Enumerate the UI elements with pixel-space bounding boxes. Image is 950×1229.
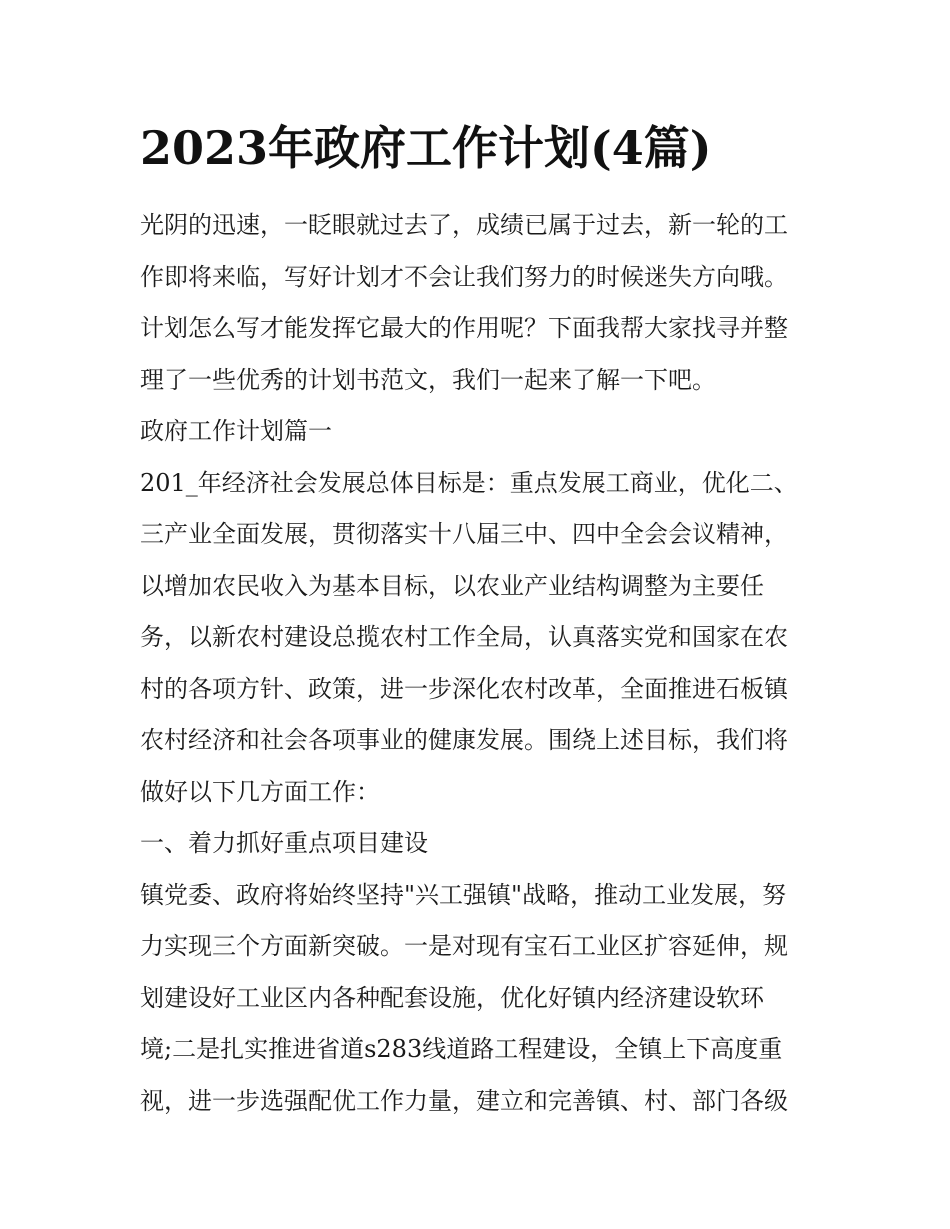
text-line: 理了一些优秀的计划书范文，我们一起来了解一下吧。	[140, 365, 716, 394]
text-line: 三产业全面发展，贯彻落实十八届三中、四中全会会议精神，	[140, 520, 788, 548]
text-line: 计划怎么写才能发挥它最大的作用呢？下面我帮大家找寻并整	[140, 314, 788, 342]
text-line: 村的各项方针、政策，进一步深化农村改革，全面推进石板镇	[140, 674, 788, 703]
subsection-heading: 一、着力抓好重点项目建设	[140, 829, 428, 857]
text-line: 201_年经济社会发展总体目标是：重点发展工商业，优化二、	[140, 468, 798, 497]
text-line: 视，进一步选强配优工作力量，建立和完善镇、村、部门各级	[140, 1086, 788, 1115]
text-line: 划建设好工业区内各种配套设施，优化好镇内经济建设软环	[140, 983, 764, 1012]
text-line: 以增加农民收入为基本目标，以农业产业结构调整为主要任	[140, 571, 764, 600]
text-line: 境;二是扎实推进省道s283线道路工程建设，全镇上下高度重	[140, 1035, 783, 1063]
section-heading: 政府工作计划篇一	[140, 417, 332, 445]
text-line: 作即将来临，写好计划才不会让我们努力的时候迷失方向哦。	[140, 262, 788, 291]
text-line: 力实现三个方面新突破。一是对现有宝石工业区扩容延伸，规	[140, 932, 788, 960]
text-line: 光阴的迅速，一眨眼就过去了，成绩已属于过去，新一轮的工	[140, 211, 788, 239]
document-title: 2023年政府工作计划(4篇)	[140, 121, 712, 175]
text-line: 做好以下几方面工作：	[140, 777, 380, 806]
text-line: 务，以新农村建设总揽农村工作全局，认真落实党和国家在农	[140, 623, 788, 651]
text-line: 农村经济和社会各项事业的健康发展。围绕上述目标，我们将	[140, 726, 788, 754]
text-line: 镇党委、政府将始终坚持"兴工强镇"战略，推动工业发展，努	[140, 880, 787, 909]
document-body	[140, 200, 830, 1127]
